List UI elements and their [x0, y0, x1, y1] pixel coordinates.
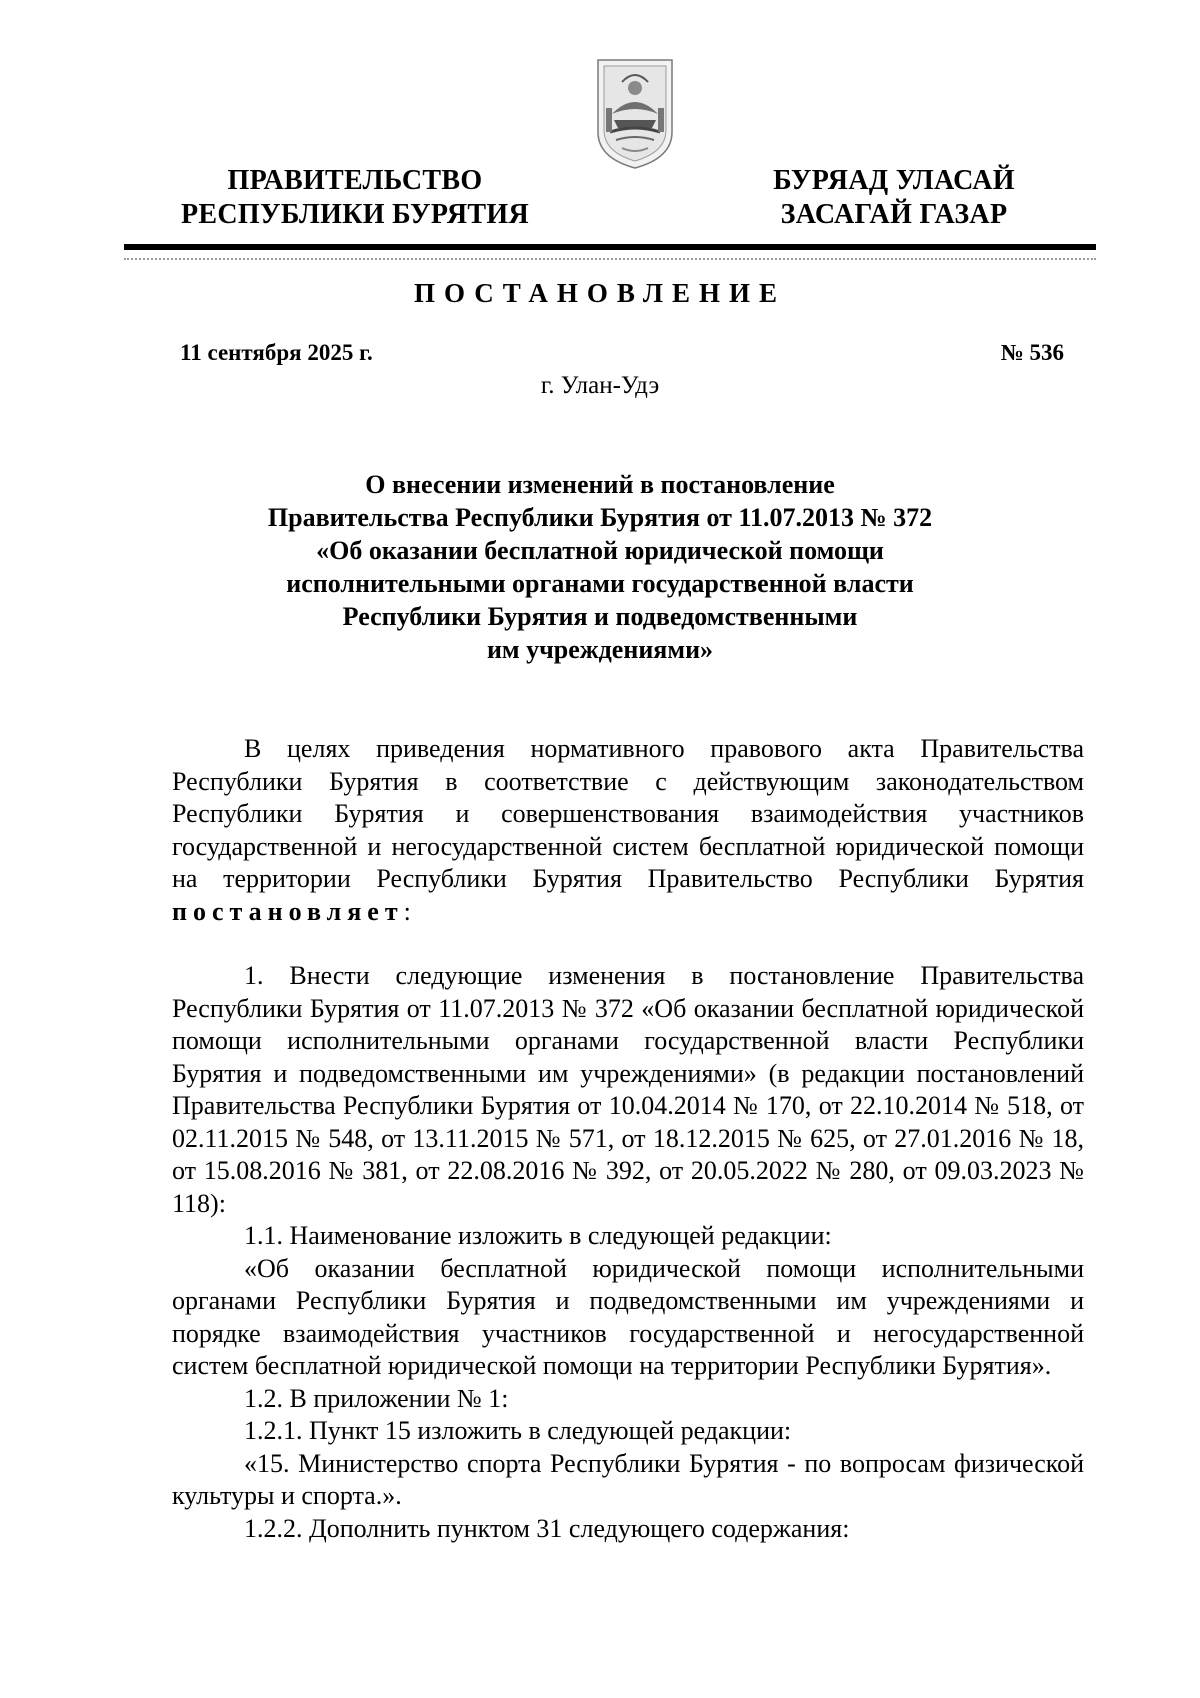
title-line: О внесении изменений в постановление: [365, 470, 835, 499]
header-ru: [170, 164, 540, 232]
clause-1-2-2: 1.2.2. Дополнить пунктом 31 следующего содержания:: [244, 1513, 850, 1543]
title-line: исполнительными органами государственной власти: [286, 569, 914, 598]
document-title: [150, 468, 1050, 666]
preamble-end: :: [403, 896, 411, 926]
title-line: им учреждениями»: [486, 635, 714, 664]
document-type: ПОСТАНОВЛЕНИЕ: [413, 278, 787, 308]
clause-1: 1. Внести следующие изменения в постановление Правительства Республики Бурятия от 11.07.2013 № 372 «Об оказании бесплатной юридической помощи исполнительными органами государственной власти Республики Бурятия и подведомственными им учреждениями» (в редакции постановлений Правительства Республики Бурятия от 10.04.2014 № 170, от 22.10.2014 № 518, от 02.11.2015 № 548, от 13.11.2015 № 571, от 18.12.2015 № 625, от 27.01.2016 № 18, от 15.08.2016 № 381, от 22.08.2016 № 392, от 20.05.2022 № 280, от 09.03.2023 № 118):: [172, 961, 1084, 1218]
clause-1-1: 1.1. Наименование изложить в следующей редакции:: [244, 1221, 832, 1250]
header-bua-line2: ЗАСАГАЙ ГАЗАР: [780, 199, 1008, 230]
title-line: Республики Бурятия и подведомственными: [342, 602, 858, 631]
header-rule: [124, 244, 1096, 250]
clause-1-1-quote: «Об оказании бесплатной юридической помощи исполнительными органами Республики Бурятия и подведомственными им учреждениями и порядке взаимодействия участников государственной и негосударственной систем бесплатной юридической помощи на территории Республики Бурятия».: [172, 1253, 1084, 1380]
header-bua-line1: БУРЯАД УЛАСАЙ: [773, 165, 1015, 196]
title-line: Правительства Республики Бурятия от 11.07.2013 № 372: [267, 503, 933, 532]
title-line: «Об оказании бесплатной юридической помощи: [316, 536, 884, 565]
coat-of-arms-icon: [592, 54, 678, 172]
header-ru-line2: РЕСПУБЛИКИ БУРЯТИЯ: [181, 199, 529, 230]
preamble-paragraph: [172, 733, 1084, 928]
header-ru-line1: ПРАВИТЕЛЬСТВО: [227, 165, 483, 196]
header-bua: [744, 164, 1044, 232]
clause-1-2-1: 1.2.1. Пункт 15 изложить в следующей редакции:: [244, 1416, 792, 1445]
document-city: г. Улан-Удэ: [540, 372, 660, 399]
document-number: № 536: [1000, 340, 1064, 365]
document-date: 11 сентября 2025 г.: [180, 340, 373, 365]
preamble-text: В целях приведения нормативного правового акта Правительства Республики Бурятия в соответствие с действующим законодательством Республики Бурятия и совершенствования взаимодействия участников государственной и негосударственной систем бесплатной юридической помощи на территории Республики Бурятия Правительство Республики Бурятия: [172, 734, 1084, 893]
resolves-keyword: постановляет: [172, 896, 404, 926]
clause-1-2-1-quote: «15. Министерство спорта Республики Бурятия - по вопросам физической культуры и спорта.».: [172, 1448, 1084, 1510]
document-body: [172, 733, 1084, 1545]
header-dotted-rule: [124, 258, 1096, 260]
clause-1-2: 1.2. В приложении № 1:: [244, 1383, 509, 1413]
